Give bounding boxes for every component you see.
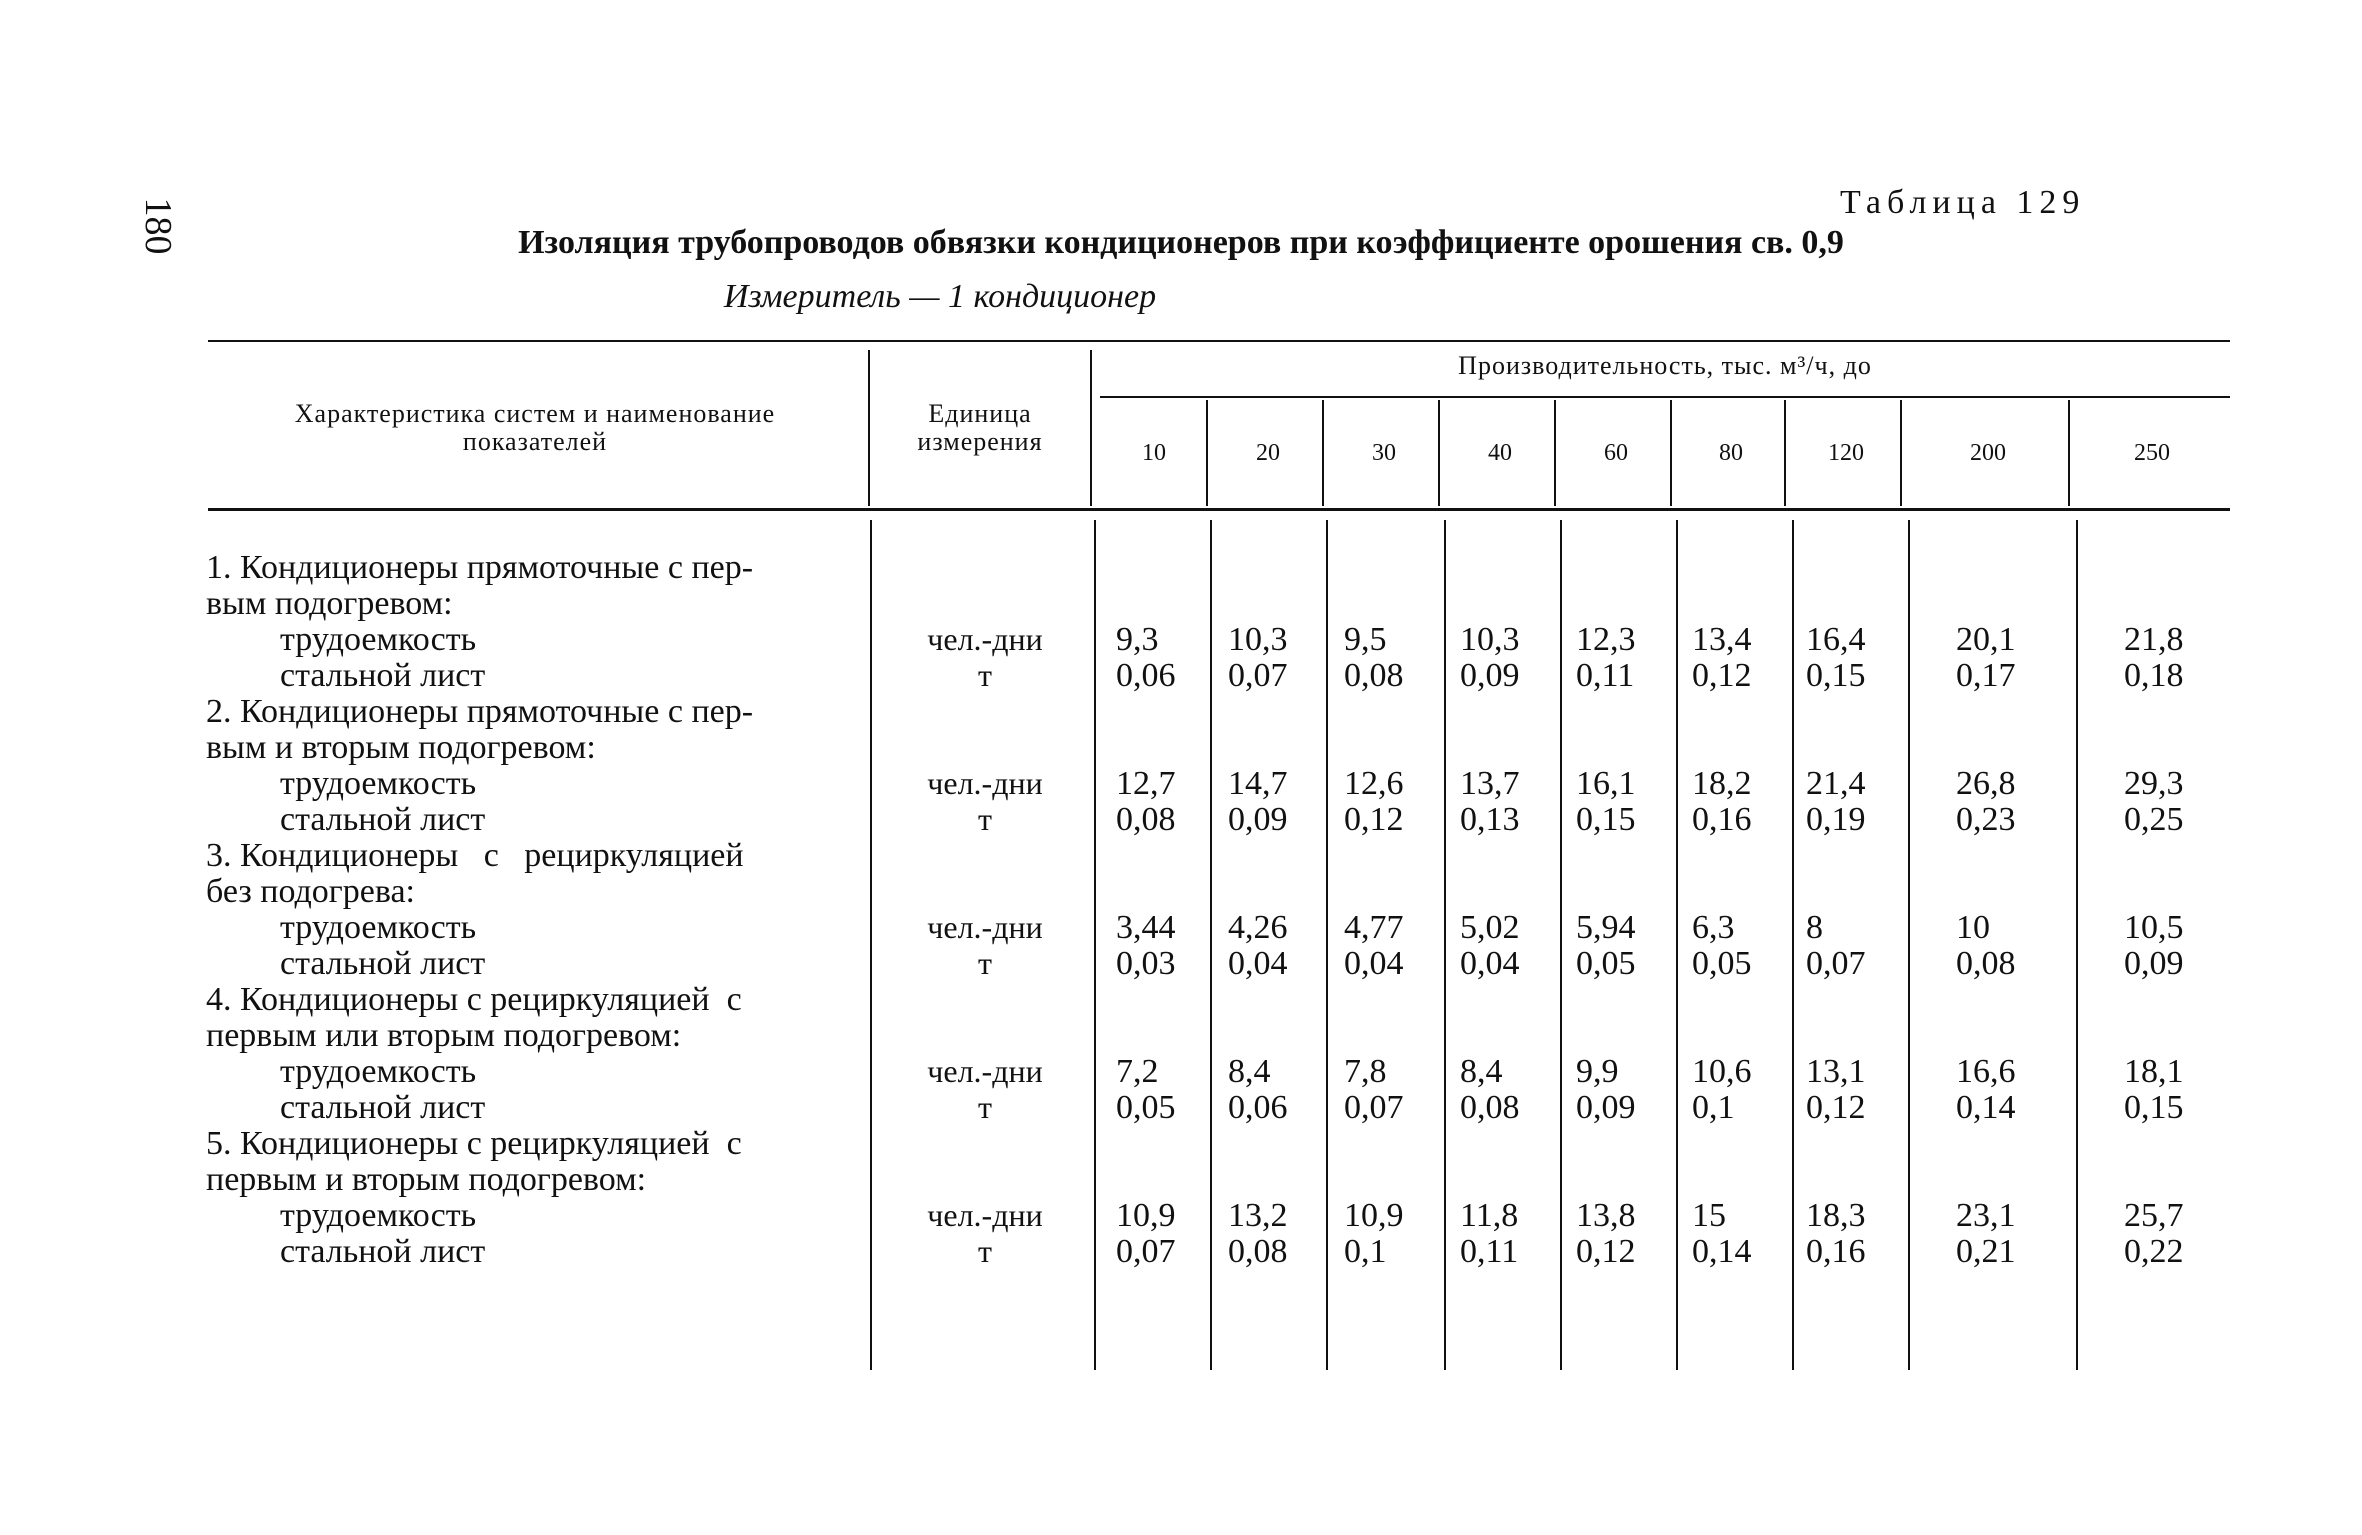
row-label: трудоемкость (280, 1053, 477, 1090)
value-cell: 0,08 (1116, 801, 1176, 838)
value-cell: 13,8 (1576, 1197, 1636, 1234)
header-column-divider (1206, 400, 1208, 506)
value-cell: 8 (1806, 909, 1823, 946)
value-cell: 18,3 (1806, 1197, 1866, 1234)
value-cell: 13,2 (1228, 1197, 1288, 1234)
value-cell: 13,4 (1692, 621, 1752, 658)
value-cell: 5,94 (1576, 909, 1636, 946)
value-cell: 0,1 (1692, 1089, 1735, 1126)
group-title-line: 3. Кондиционеры с рециркуляцией (206, 837, 744, 874)
value-cell: 15 (1692, 1197, 1726, 1234)
column-header-10: 10 (1142, 440, 1166, 466)
value-cell: 26,8 (1956, 765, 2016, 802)
header-column-divider (1784, 400, 1786, 506)
value-cell: 0,08 (1344, 657, 1404, 694)
value-cell: 0,04 (1460, 945, 1520, 982)
header-column-divider (1438, 400, 1440, 506)
row-unit: чел.-дни (927, 909, 1043, 945)
value-cell: 10,5 (2124, 909, 2184, 946)
row-label: стальной лист (280, 1233, 486, 1270)
value-cell: 10,3 (1460, 621, 1520, 658)
value-cell: 0,25 (2124, 801, 2184, 838)
value-cell: 0,03 (1116, 945, 1176, 982)
group-title-line: 2. Кондиционеры прямоточные с пер- (206, 693, 754, 730)
value-cell: 0,12 (1806, 1089, 1866, 1126)
column-header-200: 200 (1970, 440, 2006, 466)
value-cell: 0,23 (1956, 801, 2016, 838)
group-title-line: вым и вторым подогревом: (206, 729, 596, 766)
value-cell: 0,21 (1956, 1233, 2016, 1270)
column-header-120: 120 (1828, 440, 1864, 466)
value-cell: 0,15 (2124, 1089, 2184, 1126)
value-cell: 20,1 (1956, 621, 2016, 658)
row-unit: т (978, 945, 992, 981)
value-cell: 0,12 (1576, 1233, 1636, 1270)
value-cell: 16,1 (1576, 765, 1636, 802)
value-cell: 0,06 (1116, 657, 1176, 694)
value-cell: 7,8 (1344, 1053, 1387, 1090)
header-capacity: Производительность, тыс. м³/ч, до (1458, 351, 1872, 380)
value-cell: 0,06 (1228, 1089, 1288, 1126)
table-title: Изоляция трубопроводов обвязки кондиционеров при коэффициенте орошения св. 0,9 (518, 224, 1844, 261)
table-top-rule (208, 340, 2230, 342)
body-column-divider (2076, 520, 2078, 1370)
value-cell: 11,8 (1460, 1197, 1519, 1234)
value-cell: 0,05 (1116, 1089, 1176, 1126)
body-column-divider (870, 520, 872, 1370)
row-unit: т (978, 1233, 992, 1269)
header-column-divider (1670, 400, 1672, 506)
column-header-80: 80 (1719, 440, 1743, 466)
header-divider-unit (868, 350, 870, 506)
value-cell: 13,1 (1806, 1053, 1866, 1090)
page-number: 180 (137, 197, 179, 255)
value-cell: 0,09 (2124, 945, 2184, 982)
value-cell: 0,14 (1956, 1089, 2016, 1126)
value-cell: 0,16 (1692, 801, 1752, 838)
group-title-line: 4. Кондиционеры с рециркуляцией с (206, 981, 742, 1018)
value-cell: 7,2 (1116, 1053, 1159, 1090)
value-cell: 0,07 (1228, 657, 1288, 694)
value-cell: 16,6 (1956, 1053, 2016, 1090)
value-cell: 23,1 (1956, 1197, 2016, 1234)
row-unit: чел.-дни (927, 1197, 1043, 1233)
value-cell: 13,7 (1460, 765, 1520, 802)
value-cell: 9,9 (1576, 1053, 1619, 1090)
column-header-40: 40 (1488, 440, 1512, 466)
value-cell: 10,6 (1692, 1053, 1752, 1090)
header-characteristic: Характеристика систем и наименование показателей (294, 399, 776, 456)
value-cell: 10,9 (1116, 1197, 1176, 1234)
measure-note: Измеритель — 1 кондиционер (723, 278, 1157, 315)
body-column-divider (1210, 520, 1212, 1370)
value-cell: 0,17 (1956, 657, 2016, 694)
value-cell: 10 (1956, 909, 1990, 946)
header-unit: Единица измерения (917, 399, 1043, 456)
value-cell: 8,4 (1228, 1053, 1271, 1090)
value-cell: 0,08 (1956, 945, 2016, 982)
value-cell: 9,5 (1344, 621, 1387, 658)
body-column-divider (1792, 520, 1794, 1370)
column-header-250: 250 (2134, 440, 2170, 466)
value-cell: 0,11 (1576, 657, 1635, 694)
value-cell: 18,2 (1692, 765, 1752, 802)
value-cell: 0,07 (1806, 945, 1866, 982)
header-bottom-rule (208, 508, 2230, 511)
header-column-divider (1322, 400, 1324, 506)
row-label: трудоемкость (280, 1197, 477, 1234)
value-cell: 21,4 (1806, 765, 1866, 802)
column-header-60: 60 (1604, 440, 1628, 466)
row-unit: т (978, 801, 992, 837)
value-cell: 0,08 (1460, 1089, 1520, 1126)
value-cell: 0,16 (1806, 1233, 1866, 1270)
value-cell: 0,1 (1344, 1233, 1387, 1270)
value-cell: 10,3 (1228, 621, 1288, 658)
row-unit: чел.-дни (927, 621, 1043, 657)
column-header-20: 20 (1256, 440, 1280, 466)
body-column-divider (1908, 520, 1910, 1370)
value-cell: 0,15 (1806, 657, 1866, 694)
value-cell: 12,6 (1344, 765, 1404, 802)
group-title-line: без подогрева: (206, 873, 415, 910)
value-cell: 9,3 (1116, 621, 1159, 658)
body-column-divider (1326, 520, 1328, 1370)
column-header-30: 30 (1372, 440, 1396, 466)
group-title-line: 5. Кондиционеры с рециркуляцией с (206, 1125, 742, 1162)
value-cell: 0,04 (1228, 945, 1288, 982)
row-label: стальной лист (280, 945, 486, 982)
value-cell: 25,7 (2124, 1197, 2184, 1234)
row-label: трудоемкость (280, 765, 477, 802)
value-cell: 0,05 (1692, 945, 1752, 982)
value-cell: 0,22 (2124, 1233, 2184, 1270)
value-cell: 0,12 (1344, 801, 1404, 838)
value-cell: 4,26 (1228, 909, 1288, 946)
body-column-divider (1676, 520, 1678, 1370)
value-cell: 0,11 (1460, 1233, 1519, 1270)
row-label: стальной лист (280, 657, 486, 694)
header-column-divider (1554, 400, 1556, 506)
value-cell: 16,4 (1806, 621, 1866, 658)
value-cell: 4,77 (1344, 909, 1404, 946)
value-cell: 0,15 (1576, 801, 1636, 838)
value-cell: 0,19 (1806, 801, 1866, 838)
value-cell: 0,18 (2124, 657, 2184, 694)
row-label: стальной лист (280, 1089, 486, 1126)
value-cell: 0,12 (1692, 657, 1752, 694)
body-column-divider (1094, 520, 1096, 1370)
value-cell: 0,09 (1228, 801, 1288, 838)
value-cell: 5,02 (1460, 909, 1520, 946)
value-cell: 0,04 (1344, 945, 1404, 982)
value-cell: 12,7 (1116, 765, 1176, 802)
row-unit: т (978, 657, 992, 693)
group-title-line: первым или вторым подогревом: (206, 1017, 682, 1054)
value-cell: 0,14 (1692, 1233, 1752, 1270)
row-unit: чел.-дни (927, 765, 1043, 801)
group-title-line: первым и вторым подогревом: (206, 1161, 647, 1198)
table-number: Таблица 129 (1840, 184, 2086, 221)
value-cell: 0,05 (1576, 945, 1636, 982)
body-column-divider (1560, 520, 1562, 1370)
value-cell: 3,44 (1116, 909, 1176, 946)
group-title-line: 1. Кондиционеры прямоточные с пер- (206, 549, 754, 586)
value-cell: 10,9 (1344, 1197, 1404, 1234)
row-label: трудоемкость (280, 621, 477, 658)
value-cell: 14,7 (1228, 765, 1288, 802)
value-cell: 0,08 (1228, 1233, 1288, 1270)
value-cell: 0,07 (1344, 1089, 1404, 1126)
header-divider-values (1090, 350, 1092, 506)
row-label: стальной лист (280, 801, 486, 838)
value-cell: 0,13 (1460, 801, 1520, 838)
header-column-divider (1900, 400, 1902, 506)
value-cell: 18,1 (2124, 1053, 2184, 1090)
value-cell: 6,3 (1692, 909, 1735, 946)
value-cell: 12,3 (1576, 621, 1636, 658)
value-cell: 0,09 (1576, 1089, 1636, 1126)
row-unit: чел.-дни (927, 1053, 1043, 1089)
row-label: трудоемкость (280, 909, 477, 946)
body-column-divider (1444, 520, 1446, 1370)
value-cell: 8,4 (1460, 1053, 1503, 1090)
row-unit: т (978, 1089, 992, 1125)
value-cell: 0,07 (1116, 1233, 1176, 1270)
value-cell: 0,09 (1460, 657, 1520, 694)
capacity-subrule (1100, 396, 2230, 398)
group-title-line: вым подогревом: (206, 585, 453, 622)
header-column-divider (2068, 400, 2070, 506)
value-cell: 21,8 (2124, 621, 2184, 658)
value-cell: 29,3 (2124, 765, 2184, 802)
